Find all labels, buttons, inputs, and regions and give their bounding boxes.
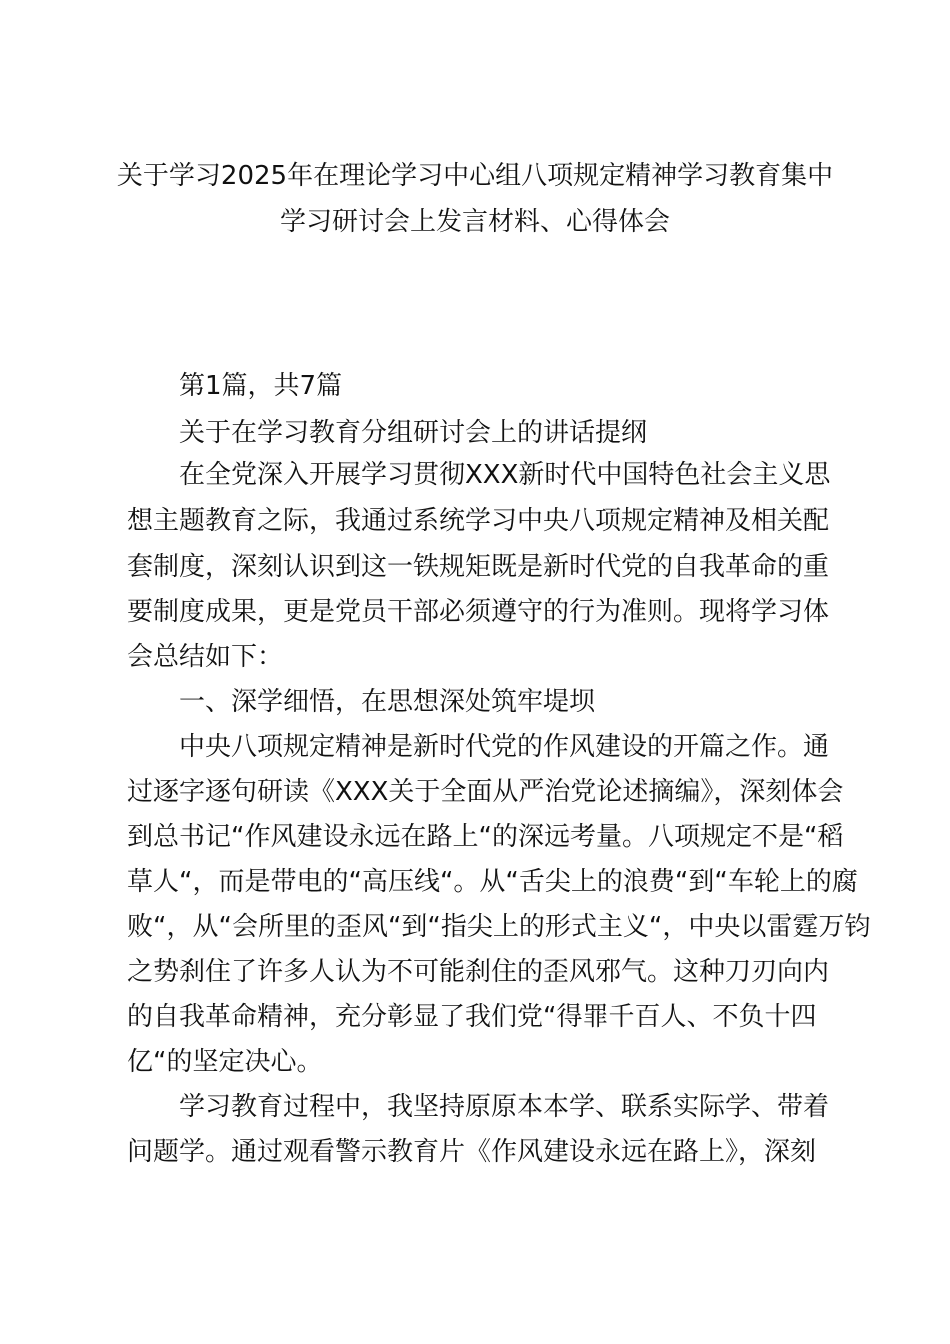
body-line: 的自我革命精神，充分彰显了我们党“得罪千百人、不负十四 bbox=[127, 1002, 817, 1032]
body-line: 中央八项规定精神是新时代党的作风建设的开篇之作。通 bbox=[179, 732, 830, 762]
section-heading: 一、深学细悟，在思想深处筑牢堤坝 bbox=[179, 687, 596, 717]
body-line: 亿“的坚定决心。 bbox=[127, 1047, 323, 1077]
document-title-line-2: 学习研讨会上发言材料、心得体会 bbox=[279, 207, 670, 237]
body-line: 问题学。通过观看警示教育片《作风建设永远在路上》，深刻 bbox=[127, 1137, 817, 1167]
article-title: 关于在学习教育分组研讨会上的讲话提纲 bbox=[179, 418, 648, 448]
body-line: 之势刹住了许多人认为不可能刹住的歪风邪气。这种刀刃向内 bbox=[127, 957, 830, 987]
body-line: 套制度，深刻认识到这一铁规矩既是新时代党的自我革命的重 bbox=[127, 552, 830, 582]
article-count: 第1篇，共7篇 bbox=[179, 371, 343, 401]
body-line: 败“，从“会所里的歪风“到“指尖上的形式主义“，中央以雷霆万钧 bbox=[127, 912, 871, 942]
body-line: 到总书记“作风建设永远在路上“的深远考量。八项规定不是“稻 bbox=[127, 822, 844, 852]
body-line: 想主题教育之际，我通过系统学习中央八项规定精神及相关配 bbox=[127, 506, 830, 536]
body-line: 草人“，而是带电的“高压线“。从“舌尖上的浪费“到“车轮上的腐 bbox=[127, 867, 858, 897]
body-line: 要制度成果，更是党员干部必须遵守的行为准则。现将学习体 bbox=[127, 597, 830, 627]
body-line: 学习教育过程中，我坚持原原本本学、联系实际学、带着 bbox=[179, 1092, 830, 1122]
body-line: 在全党深入开展学习贯彻XXX新时代中国特色社会主义思 bbox=[179, 460, 831, 490]
body-line: 会总结如下： bbox=[127, 642, 284, 672]
document-title-line-1: 关于学习2025年在理论学习中心组八项规定精神学习教育集中 bbox=[116, 161, 834, 191]
body-line: 过逐字逐句研读《XXX关于全面从严治党论述摘编》，深刻体会 bbox=[127, 777, 844, 807]
